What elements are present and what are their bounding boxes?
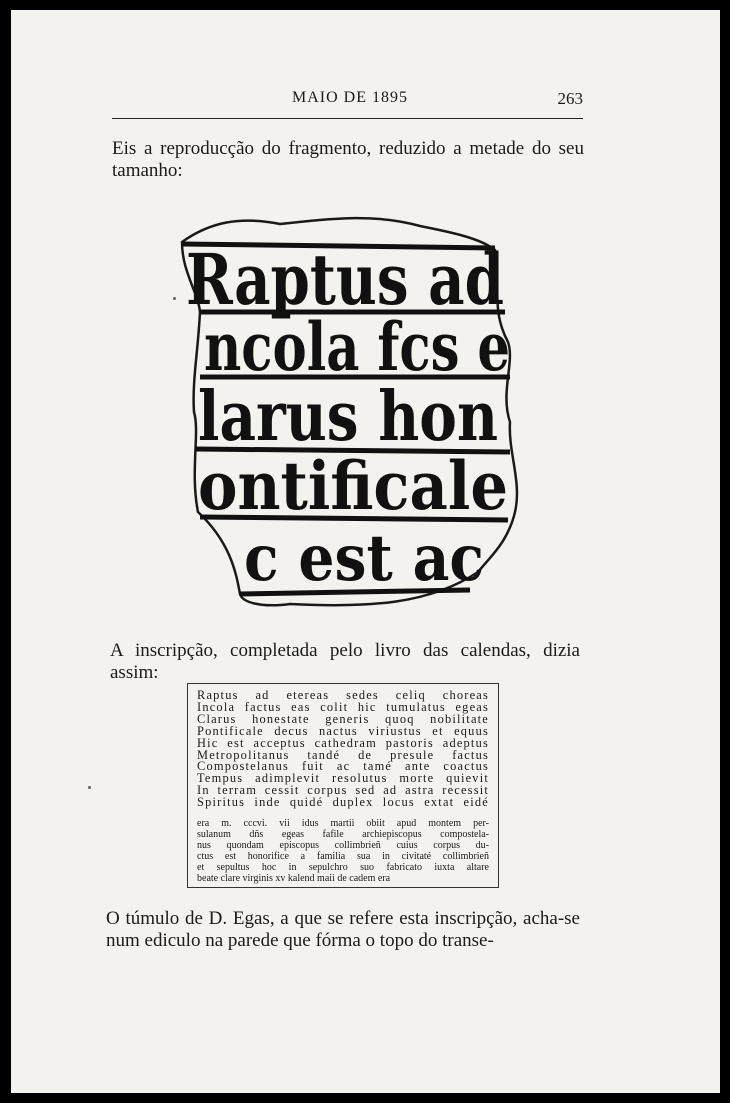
verse-line: Spiritus inde quidé duplex locus extat eidé	[197, 795, 489, 810]
prose-line: ctus est honorifice a familia sua in civitaté collimbrieñ	[197, 851, 489, 863]
prose-line: beate clare virginis xv kalend maii de cadem era	[197, 873, 391, 885]
header-month: MAIO DE 1895	[292, 89, 408, 106]
verse-line: Tempus adimplevit resolutus morte quievit	[197, 771, 489, 786]
fragment-line-2: ncola fcs e	[204, 308, 510, 386]
header-rule	[112, 118, 583, 119]
closing-paragraph: O túmulo de D. Egas, a que se refere esta inscripção, acha-se num ediculo na parede que fórma o topo do transe-	[106, 908, 580, 951]
page-number: 263	[557, 89, 583, 108]
prose-line: nus quondam episcopus collimbrieñ cuius corpus du-	[197, 840, 489, 852]
fragment-line-4: ontificale	[198, 447, 508, 525]
verse-line: Pontificale decus nactus viriustus et equus	[197, 723, 489, 738]
verse-line: Clarus honestate generis quoq nobilitate	[197, 711, 489, 726]
inscription-box	[187, 683, 499, 888]
fragment-line-3: larus hon	[198, 377, 498, 457]
verse-line: Hic est acceptus cathedram pastoris adeptus	[197, 735, 489, 750]
running-header	[112, 89, 583, 119]
verse-line: Metropolitanus tandé de presule factus	[197, 747, 489, 762]
paper-speck	[88, 786, 91, 789]
inscription-prose	[197, 818, 489, 884]
verse-line: In terram cessit corpus sed ad astra recessit	[197, 783, 489, 798]
prose-line: et sepultus hoc in sepulchro suo fabricato iuxta altare	[197, 862, 489, 874]
fragment-svg	[170, 212, 520, 612]
prose-line: era m. cccvi. vii idus martii obiit apud montem per-	[197, 818, 489, 830]
verse-line: Raptus ad etereas sedes celiq choreas	[197, 688, 489, 702]
prose-line: sulanum dñs egeas fafile archiepiscopus compostela-	[197, 829, 489, 841]
paper-speck	[173, 297, 176, 300]
verse-line: Compostelanus fuit ac tamé ante coactus	[197, 759, 489, 774]
intro-paragraph: Eis a reproducção do fragmento, reduzido a metade do seu tamanho:	[112, 138, 584, 181]
fragment-line-1: Raptus ad	[186, 238, 504, 321]
verse-line: Incola factus eas colit hic tumulatus egeas	[197, 699, 489, 714]
fragment-line-5: c est ac	[244, 521, 484, 596]
completion-paragraph: A inscripção, completada pelo livro das calendas, dizia assim:	[110, 640, 580, 683]
stone-fragment-image	[170, 212, 520, 612]
